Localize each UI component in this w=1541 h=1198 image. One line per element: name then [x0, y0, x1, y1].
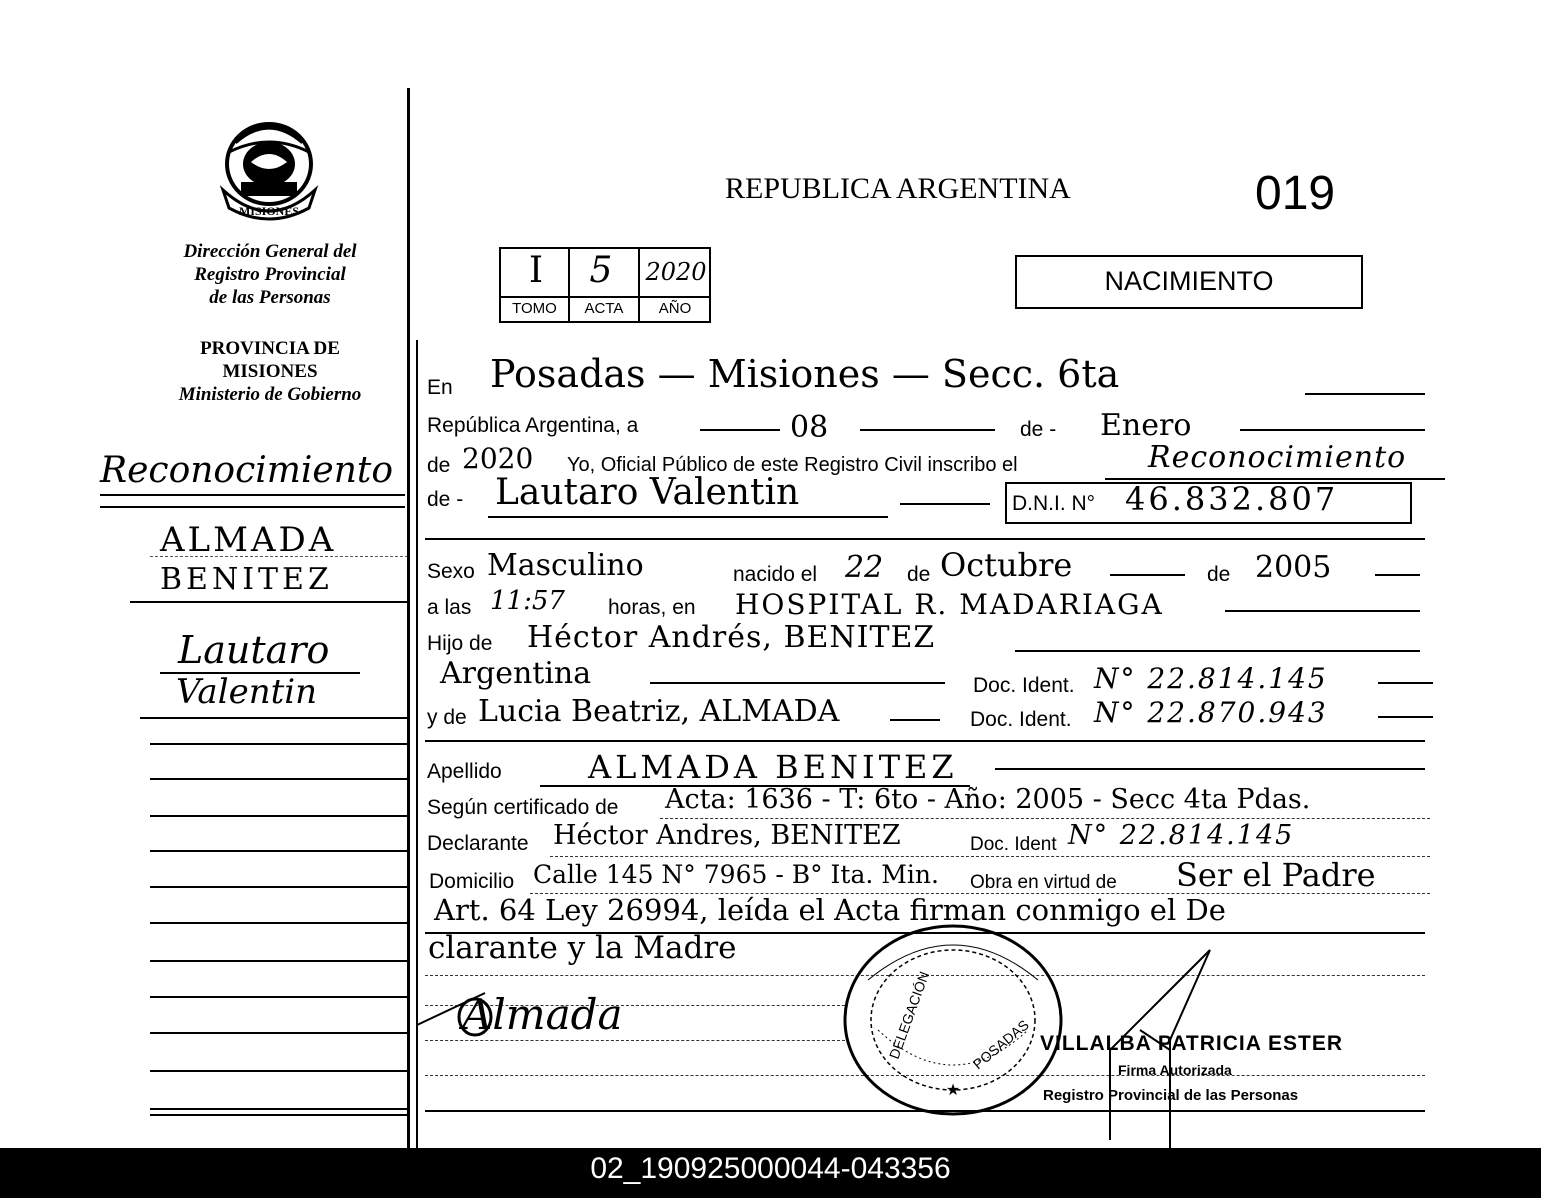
- org-name-block: [150, 240, 390, 309]
- mother-doc-label: Doc. Ident.: [970, 708, 1072, 731]
- left-column: [0, 0, 410, 1148]
- province-block: [150, 337, 390, 406]
- de-label-5: de: [1207, 563, 1231, 586]
- officer-title: Firma Autorizada: [1118, 1062, 1232, 1078]
- de-label-3: de -: [427, 488, 464, 511]
- obra-label: Obra en virtud de: [970, 872, 1117, 893]
- signature-strokes: [415, 985, 495, 1045]
- declarante-doc-label: Doc. Ident: [970, 834, 1057, 855]
- left-act-type: Reconocimiento: [100, 450, 394, 491]
- obra-value: Ser el Padre: [1176, 856, 1376, 894]
- notes-line-2: clarante y la Madre: [428, 930, 737, 966]
- apellido-label: Apellido: [427, 760, 502, 783]
- de-label-1: de -: [1020, 418, 1057, 441]
- tomo-label: TOMO: [512, 300, 557, 317]
- sexo-value: Masculino: [487, 548, 644, 583]
- province-line-1: PROVINCIA DE: [200, 338, 340, 359]
- dni-value: 46.832.807: [1125, 480, 1339, 518]
- svg-text:MISIONES: MISIONES: [238, 204, 300, 218]
- ministry-line: Ministerio de Gobierno: [178, 384, 362, 405]
- official-stamp: [838, 920, 1068, 1120]
- officer-office: Registro Provincial de las Personas: [1043, 1087, 1299, 1104]
- horas-label: horas, en: [608, 596, 696, 619]
- year-value: 2020: [462, 442, 534, 475]
- mother-value: Lucia Beatriz, ALMADA: [478, 694, 840, 729]
- notes-line-1: Art. 64 Ley 26994, leída el Acta firman conmigo el De: [434, 893, 1226, 927]
- org-line-3: de las Personas: [209, 287, 331, 308]
- place-value: Posadas — Misiones — Secc. 6ta: [490, 352, 1120, 396]
- acta-value: 5: [589, 250, 613, 291]
- alas-label: a las: [427, 596, 472, 619]
- column-divider: [407, 88, 410, 1148]
- act-type-value: Reconocimiento: [1148, 440, 1407, 475]
- sexo-label: Sexo: [427, 560, 475, 583]
- declarante-doc-value: N° 22.814.145: [1068, 820, 1295, 851]
- dni-label: D.N.I. N°: [1012, 492, 1096, 515]
- svg-text:★: ★: [945, 1082, 961, 1099]
- birth-day-value: 22: [845, 550, 884, 585]
- father-doc-label: Doc. Ident.: [973, 674, 1075, 697]
- child-name-value: Lautaro Valentin: [495, 472, 800, 513]
- de-label-4: de: [907, 563, 931, 586]
- domicilio-value: Calle 145 N° 7965 - B° Ita. Min.: [533, 860, 939, 889]
- birth-month-value: Octubre: [940, 546, 1073, 584]
- yde-label: y de: [427, 706, 467, 729]
- record-kind: NACIMIENTO: [1104, 266, 1274, 296]
- segun-label: Según certificado de: [427, 796, 619, 819]
- birth-time-value: 11:57: [490, 586, 565, 616]
- hijo-label: Hijo de: [427, 632, 493, 655]
- left-surname-1: ALMADA: [160, 520, 337, 560]
- nacido-label: nacido el: [733, 563, 818, 586]
- svg-text:DELEGACIÓN: DELEGACIÓN: [885, 969, 933, 1062]
- province-line-2: MISIONES: [222, 361, 318, 382]
- declarant-signature: Almada: [462, 990, 623, 1039]
- org-line-2: Registro Provincial: [194, 264, 346, 285]
- left-name-2: Valentin: [176, 672, 318, 712]
- document-id-footer: 02_190925000044-043356: [0, 1148, 1541, 1198]
- svg-text:POSADAS: POSADAS: [969, 1016, 1032, 1073]
- ano-label: AÑO: [658, 300, 692, 317]
- father-doc-value: N° 22.814.145: [1094, 662, 1328, 695]
- father-value: Héctor Andrés, BENITEZ: [527, 620, 936, 655]
- day-value: 08: [790, 410, 829, 445]
- acta-label: ACTA: [584, 300, 624, 317]
- month-value: Enero: [1100, 408, 1192, 443]
- birth-place-value: HOSPITAL R. MADARIAGA: [735, 588, 1164, 621]
- mother-doc-value: N° 22.870.943: [1094, 696, 1328, 729]
- republica-label: República Argentina, a: [427, 414, 639, 437]
- father-nationality-value: Argentina: [440, 656, 592, 691]
- de-label-2: de: [427, 454, 451, 477]
- officer-name: VILLALBA PATRICIA ESTER: [1040, 1032, 1343, 1055]
- tomo-value: I: [528, 250, 544, 291]
- province-coat-of-arms: [215, 112, 323, 230]
- country-title: REPUBLICA ARGENTINA: [725, 172, 1071, 205]
- yo-label: Yo, Oficial Público de este Registro Civil inscribo el: [567, 454, 1018, 476]
- en-label: En: [427, 376, 453, 399]
- ano-value: 2020: [645, 258, 707, 286]
- apellido-value: ALMADA BENITEZ: [588, 748, 958, 786]
- domicilio-label: Domicilio: [429, 870, 515, 893]
- left-surname-2: BENITEZ: [160, 562, 333, 597]
- segun-value: Acta: 1636 - T: 6to - Año: 2005 - Secc 4ta Pdas.: [665, 784, 1311, 815]
- org-line-1: Dirección General del: [183, 241, 357, 262]
- birth-year-value: 2005: [1255, 550, 1332, 585]
- declarante-value: Héctor Andres, BENITEZ: [553, 820, 901, 851]
- declarante-label: Declarante: [427, 832, 529, 855]
- left-name-1: Lautaro: [178, 628, 330, 672]
- record-number: 019: [1255, 167, 1336, 220]
